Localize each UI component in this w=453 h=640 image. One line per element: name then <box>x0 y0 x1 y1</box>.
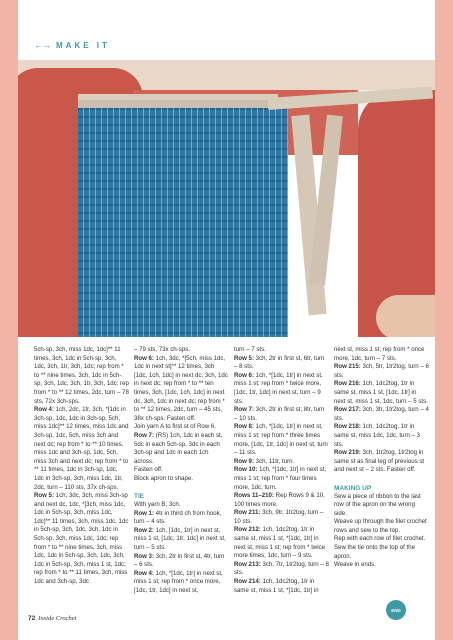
instruction-text: Join yarn A to first st of Row 6. <box>134 423 216 431</box>
page-number: 72 <box>28 615 36 622</box>
instruction-paragraph <box>334 380 429 406</box>
instruction-text: 1ch, 1dc2tog, 1tr in same st, miss 1dc, 1dc, turn – 3 sts. <box>334 423 421 448</box>
section-heading: TIE <box>134 493 145 501</box>
section-title: MAKE IT <box>56 40 110 50</box>
row-label: Row 211: <box>234 509 261 517</box>
instruction-text: 1ch, 1dc2tog, 1tr in same st, miss 1 st, [1dc, 1tr] in next st, miss 1 st, 1dc, turn – 5 sts. <box>334 380 428 405</box>
instruction-paragraph <box>134 432 229 466</box>
section-heading: MAKING UP <box>334 484 372 492</box>
instruction-paragraph <box>134 466 229 475</box>
instruction-paragraph <box>334 449 429 475</box>
row-label: Row 212: <box>234 526 261 534</box>
instruction-paragraph <box>334 346 429 363</box>
instruction-paragraph <box>234 423 329 457</box>
section-label <box>34 40 110 50</box>
row-label: Row 6: <box>134 354 154 362</box>
instruction-paragraph <box>234 406 329 423</box>
instruction-text: Weave in ends. <box>334 561 376 569</box>
instruction-paragraph <box>334 363 429 380</box>
instruction-text: 3ch, 2tr in first st, 8tr, turn – 10 sts. <box>234 406 325 422</box>
product-photo <box>18 60 435 337</box>
magazine-page <box>18 0 435 640</box>
row-label: Row 3: <box>134 552 154 560</box>
instruction-text: 1ch, *[1dc, 1tr] in next st, miss 1 st; rep from * twice more, [1dc, 1tr, 1dc] in next st, turn – 9 sts. <box>234 371 323 405</box>
instruction-text: Sew the tie onto the top of the apron. <box>334 544 415 560</box>
instruction-paragraph <box>234 372 329 406</box>
instruction-paragraph <box>134 501 229 510</box>
instruction-text: (RS) 1ch, 1dc in each st, 5dc in each 5ch-sp, 3dc in each 3ch-sp and 1dc in each 1ch across. <box>134 431 223 465</box>
photo-apron <box>78 100 288 337</box>
instruction-text: 4tr in third ch from hook, turn – 4 sts. <box>134 509 222 526</box>
row-label: Row 4: <box>134 569 154 577</box>
instruction-paragraph <box>34 406 129 492</box>
instruction-paragraph <box>334 518 429 535</box>
row-label: Row 217: <box>334 406 361 414</box>
instruction-text: 3ch, 9tr, 1tr2tog, turn – 10 sts. <box>234 509 324 525</box>
instruction-text: 1ch, 3dc, 3ch, miss 3ch-sp and next dc, 1dc, *[3ch, miss 1dc, 1dc in 5ch-sp, 3ch, miss 1dc, 1dc]** 11 times, 3ch, miss 1dc, 1dc in 5ch-sp, 3ch, 1dc, 3ch, 1dc in 5ch-sp, 3ch, miss 1dc, 1dc; rep from * to ** nine times, 3ch, miss 1dc, 1dc in 5ch-sp, 3ch, 1dc, 3ch, 1dc in 5ch-sp, 3ch, miss 1 st, 1dc; rep from * to ** 11 times, 3ch, miss 1dc and 3ch-sp, 3dc <box>34 492 129 586</box>
instruction-paragraph <box>234 346 329 355</box>
pattern-instructions <box>34 346 429 626</box>
magazine-name: Inside Crochet <box>38 615 77 622</box>
instruction-text: 5ch-sp, 3ch, miss 1dc, 1dc]** 11 times, 3ch, 1dc in 5ch-sp, 3ch, 1dc, 3ch, 1tr, 3ch, 1dc; rep from * to ** nine times, 3ch, 1dc in 5ch-sp, 3ch, 1dc, 3ch, 1tr, 3ch, 1dc; rep from * to ** 12 times, 2dc, turn – 78 sts, 72x 3ch-sps. <box>34 346 129 405</box>
instruction-paragraph <box>234 466 329 492</box>
instruction-text: 1ch, 1dc2tog, 1tr in same st, miss 1 st, *[1dc, 1tr] in next st, miss 1 st; rep from * twice more times, 1dc, turn – 9 sts. <box>234 526 326 560</box>
instruction-text: 1ch, 1dc2tog, 1tr in same st, miss 1 st, *[1dc, 1tr] in <box>234 578 319 594</box>
row-label: Row 216: <box>334 380 361 388</box>
row-label: Row 4: <box>34 406 54 414</box>
instruction-text: 3ch, 11tr, turn. <box>253 457 295 465</box>
row-label: Row 213: <box>234 560 261 568</box>
instruction-text: 3ch, 7tr, 1tr2tog, turn – 8 sts. <box>234 560 329 577</box>
instruction-text: 3ch, 3tr, 1tr2tog, turn – 4 sts. <box>334 406 429 422</box>
instruction-paragraph <box>334 406 429 423</box>
instruction-paragraph <box>334 493 429 519</box>
text-column-1 <box>34 346 129 587</box>
row-label: Row 10: <box>234 466 258 474</box>
instruction-paragraph <box>134 346 229 355</box>
row-label: Row 214: <box>234 578 261 586</box>
instruction-paragraph <box>334 561 429 570</box>
instruction-paragraph <box>234 509 329 526</box>
text-column-2 <box>134 346 229 596</box>
row-label: Row 9: <box>234 457 254 465</box>
instruction-text: Block apron to shape. <box>134 474 193 482</box>
instruction-paragraph <box>134 510 229 527</box>
row-label: Row 7: <box>134 431 154 439</box>
end-badge: END <box>386 600 406 620</box>
instruction-paragraph <box>134 527 229 553</box>
instruction-paragraph <box>34 492 129 587</box>
instruction-paragraph <box>334 423 429 449</box>
instruction-text: 1ch, [1dc, 1tr] in next st, miss 1 st, [1dc, 1tr, 1dc] in next st, turn – 5 sts. <box>134 526 226 552</box>
row-label: Row 2: <box>134 526 154 534</box>
instruction-text: 1ch, 2dc, 1tr, 3ch, *[1dc in 3ch-sp, 1dc, 1dc in 3ch-sp, 5ch, miss 1dc]** 12 times, miss 1dc and 3ch-sp, 1dc, 5ch, miss 3ch and next dc; rep from * to ** 10 times, miss 1dc and 3ch-sp, 1dc, 5ch, miss 3ch and next dc; rep from * to ** 11 times, 1dc in 3ch-sp, 1dc, 1dc in 3ch-sp, 3ch, miss 1dc, 1tr, 2dc, turn – 110 sts, 37x ch-sps. <box>34 406 129 491</box>
instruction-paragraph <box>234 578 329 595</box>
instruction-paragraph <box>334 535 429 544</box>
instruction-text: 1ch, *[1dc, 1tr] in next st, miss 1 st; rep from * three times more, [1dc, 1tr, 1dc] in next st, turn – 11 sts. <box>234 423 328 457</box>
row-label: Row 6: <box>234 371 254 379</box>
instruction-text: 1ch, *[1dc, 1tr] in next st, miss 1 st; rep from * four times more, 1dc, turn. <box>234 466 327 491</box>
instruction-paragraph <box>234 458 329 467</box>
row-label: Row 218: <box>334 423 361 431</box>
instruction-text: turn – 7 sts. <box>234 346 266 353</box>
instruction-text: Weave up through the filet crochet rows and sew to the top. <box>334 518 427 534</box>
double-arrow-icon: ←→ <box>34 40 50 50</box>
instruction-paragraph <box>234 561 329 578</box>
row-label: Row 219: <box>334 449 361 457</box>
instruction-text: With yarn B, 3ch. <box>134 501 181 509</box>
row-label: Row 8: <box>234 423 254 431</box>
instruction-text: 3ch, 5tr, 1tr2tog, turn – 6 sts. <box>334 363 429 379</box>
instruction-text: Sew a piece of ribbon to the last row of the apron on the wrong side. <box>334 492 421 517</box>
row-label: Row 5: <box>34 492 54 500</box>
instruction-paragraph <box>134 475 229 484</box>
instruction-text: Rep with each row of filet crochet. <box>334 535 426 543</box>
text-column-4 <box>334 346 429 570</box>
instruction-paragraph <box>134 570 229 596</box>
instruction-text: next st, miss 1 st; rep from * once more, 1dc, turn – 7 sts. <box>334 346 425 362</box>
page-footer <box>28 615 76 622</box>
instruction-paragraph <box>234 526 329 560</box>
instruction-text: 3ch, 2tr in first st, 6tr, turn – 8 sts. <box>234 354 325 371</box>
photo-hand <box>376 295 435 337</box>
instruction-text: 1ch, *[1dc, 1tr] in next st, miss 1 st; rep from * once more, [1dc, 1tr, 1dc] in next st, <box>134 569 223 595</box>
row-label: Rows 11–210: <box>234 492 274 500</box>
instruction-text: 1ch, 3dc, *[5ch, miss 1dc, 1dc in next st]** 12 times, 3ch [1dc, 1ch, 1dc] in next dc, 3ch, 1dc in next dc; rep from * to ** ten times, 3ch, [1dc, 1ch, 1dc] in next dc, 3ch, 1dc in next dc; rep from * to ** 12 times, 2dc, turn – 45 sts, 38x ch-sps. Fasten off. <box>134 354 228 422</box>
instruction-text: 3ch, 2tr in first st, 4tr, turn – 6 sts. <box>134 552 225 569</box>
row-label: Row 7: <box>234 406 254 414</box>
instruction-text: Fasten off. <box>134 466 163 474</box>
row-label: Row 215: <box>334 363 361 371</box>
instruction-paragraph <box>334 544 429 561</box>
row-label: Row 1: <box>134 509 154 517</box>
instruction-paragraph <box>134 423 229 432</box>
instruction-paragraph <box>134 355 229 424</box>
instruction-paragraph <box>134 553 229 570</box>
text-column-3 <box>234 346 329 595</box>
instruction-text: Rep Rows 9 & 10, 100 times more. <box>234 492 325 508</box>
instruction-paragraph <box>234 492 329 509</box>
row-label: Row 5: <box>234 354 254 362</box>
instruction-text: – 79 sts, 73x ch-sps. <box>134 346 190 353</box>
instruction-paragraph <box>34 346 129 406</box>
instruction-text: 3ch, 1tr2tog, 1tr2tog in same st as final leg of previous st and next st – 2 sts. Fasten off. <box>334 449 425 474</box>
instruction-paragraph <box>234 355 329 372</box>
